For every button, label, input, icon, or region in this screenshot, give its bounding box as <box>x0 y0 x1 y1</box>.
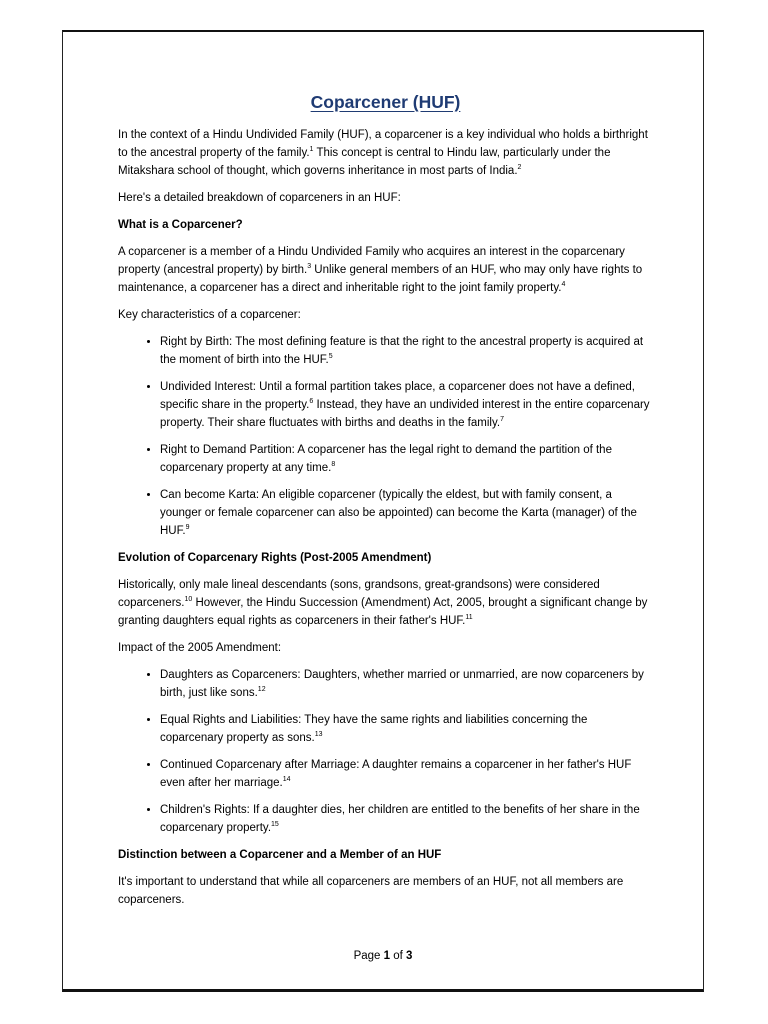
list-item-text: Instead, they have an undivided interest in the entire coparcenary property. Their share fluctuates with births and deaths in the family. <box>160 399 650 429</box>
breakdown-intro: Here's a detailed breakdown of coparceners in an HUF: <box>118 192 401 204</box>
evolution-text-2: However, the Hindu Succession (Amendment) Act, 2005, brought a significant change by granting daughters equal rights as coparceners in their father's HUF. <box>118 597 648 627</box>
heading-distinction: Distinction between a Coparcener and a Member of an HUF <box>118 849 442 861</box>
page-label: Page <box>353 950 381 962</box>
heading-evolution: Evolution of Coparcenary Rights (Post-2005 Amendment) <box>118 552 432 564</box>
list-item-text: Right to Demand Partition: A coparcener has the legal right to demand the partition of the coparcenary property at any time. <box>160 444 612 474</box>
footnote-ref-8[interactable]: 8 <box>331 461 336 469</box>
evolution-paragraph <box>118 576 653 630</box>
footnote-ref-9[interactable]: 9 <box>185 524 190 532</box>
list-item <box>160 711 653 747</box>
list-item-text: Undivided Interest: Until a formal partition takes place, a coparcener does not have a defined, specific share in the property. <box>160 381 635 411</box>
distinction-paragraph: It's important to understand that while all coparceners are members of an HUF, not all members are coparceners. <box>118 876 624 906</box>
list-item <box>160 441 653 477</box>
page-of: of <box>393 950 403 962</box>
footnote-ref-6[interactable]: 6 <box>309 398 314 406</box>
characteristics-list <box>118 333 653 540</box>
footnote-ref-10[interactable]: 10 <box>184 596 193 604</box>
impact-intro: Impact of the 2005 Amendment: <box>118 642 282 654</box>
intro-text-1: In the context of a Hindu Undivided Family (HUF), a coparcener is a key individual who holds a birthright to the ancestral property of the family. <box>118 129 648 159</box>
page-footer <box>63 950 703 962</box>
list-item <box>160 378 653 432</box>
list-item-text: Equal Rights and Liabilities: They have the same rights and liabilities concerning the coparcenary property as sons. <box>160 714 588 744</box>
what-is-text-1: A coparcener is a member of a Hindu Undivided Family who acquires an interest in the coparcenary property (ancestral property) by birth. <box>118 246 625 276</box>
intro-paragraph <box>118 126 653 180</box>
list-item <box>160 486 653 540</box>
list-item <box>160 333 653 369</box>
footnote-ref-13[interactable]: 13 <box>314 731 323 739</box>
footnote-ref-2[interactable]: 2 <box>517 164 522 172</box>
heading-what-is-coparcener: What is a Coparcener? <box>118 219 243 231</box>
footnote-ref-14[interactable]: 14 <box>282 776 291 784</box>
list-item-text: Continued Coparcenary after Marriage: A daughter remains a coparcener in her father's HUF even after her marriage. <box>160 759 632 789</box>
document-title: Coparcener (HUF) <box>310 92 461 112</box>
footnote-ref-11[interactable]: 11 <box>465 614 473 622</box>
list-item <box>160 666 653 702</box>
list-item-text: Daughters as Coparceners: Daughters, whether married or unmarried, are now coparceners by birth, just like sons. <box>160 669 644 699</box>
list-item-text: Children's Rights: If a daughter dies, her children are entitled to the benefits of her share in the coparcenary property. <box>160 804 640 834</box>
impact-list <box>118 666 653 837</box>
evolution-text-1: Historically, only male lineal descendants (sons, grandsons, great-grandsons) were considered coparceners. <box>118 579 600 609</box>
list-item <box>160 756 653 792</box>
page-total: 3 <box>406 950 413 962</box>
characteristics-intro: Key characteristics of a coparcener: <box>118 309 301 321</box>
list-item-text: Right by Birth: The most defining feature is that the right to the ancestral property is acquired at the moment of birth into the HUF. <box>160 336 644 366</box>
list-item-text: Can become Karta: An eligible coparcener (typically the eldest, but with family consent, a younger or female coparcener can also be appointed) can become the Karta (manager) of the HUF. <box>160 489 637 537</box>
list-item <box>160 801 653 837</box>
what-is-paragraph <box>118 243 653 297</box>
footnote-ref-3[interactable]: 3 <box>307 263 312 271</box>
footnote-ref-5[interactable]: 5 <box>328 353 333 361</box>
document-page <box>62 30 704 992</box>
footnote-ref-7[interactable]: 7 <box>500 416 504 424</box>
intro-text-2: This concept is central to Hindu law, particularly under the Mitakshara school of thought, which governs inheritance in most parts of India. <box>118 147 611 177</box>
page-current: 1 <box>383 950 391 962</box>
footnote-ref-1[interactable]: 1 <box>309 146 314 154</box>
footnote-ref-4[interactable]: 4 <box>561 281 566 289</box>
footnote-ref-15[interactable]: 15 <box>271 821 279 829</box>
what-is-text-2: Unlike general members of an HUF, who may only have rights to maintenance, a coparcener has a direct and inheritable right to the joint family property. <box>118 264 643 294</box>
page-content <box>118 90 653 918</box>
footnote-ref-12[interactable]: 12 <box>257 686 266 694</box>
